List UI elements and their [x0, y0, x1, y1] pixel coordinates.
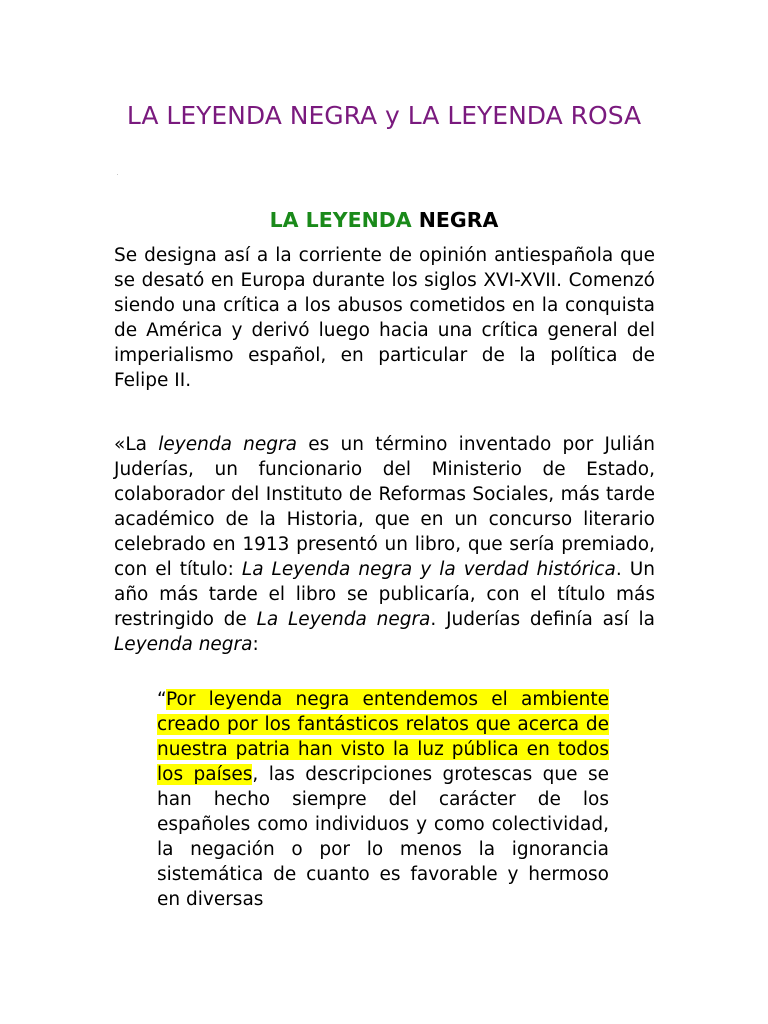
juderias-paragraph	[114, 432, 655, 657]
section-heading-part2: NEGRA	[418, 208, 499, 232]
intro-paragraph: Se designa así a la corriente de opinión antiespañola que se desató en Europa durante los siglos XVI-XVII. Comenzó siendo una crítica a los abusos cometidos en la conquista de América y derivó luego hacia una crítica general del imperialismo español, en particular de la política de Felipe II.	[114, 245, 655, 391]
paragraph-italic: Leyenda negra	[114, 634, 253, 655]
paragraph-text: :	[252, 634, 259, 655]
quote-open-mark: “	[157, 689, 167, 710]
paragraph-text: . Juderías definía así la	[430, 609, 655, 630]
document-title: LA LEYENDA NEGRA y LA LEYENDA ROSA	[126, 101, 642, 130]
paragraph-italic: leyenda negra	[158, 434, 297, 455]
paragraph-italic: La Leyenda negra y la verdad histórica	[241, 559, 616, 580]
definition-quote	[157, 687, 609, 922]
paragraph-text: . Un año más tarde el libro se publicaría, con el título más restringido de	[114, 559, 656, 630]
section-heading	[0, 205, 768, 235]
paragraph-italic: La Leyenda negra	[256, 609, 431, 630]
section-heading-part1: LA LEYENDA	[269, 208, 412, 232]
quote-text: , las descripciones grotescas que se han hecho siempre del carácter de los españoles como individuos y como colectividad, la negación o por lo menos la ignorancia sistemática de cuanto es favorable y hermoso en diversas	[157, 764, 609, 910]
stray-mark	[117, 174, 118, 175]
paragraph-text: «La	[114, 434, 159, 455]
paragraph-text: es un término inventado por Julián Juderías, un funcionario del Ministerio de Estado, colaborador del Instituto de Reformas Sociales, más tarde académico de la Historia, que en un concurso literario celebrado en 1913 presentó un libro, que sería premiado, con el título:	[114, 434, 656, 580]
quote-highlighted-text: Por leyenda negra entendemos el ambiente creado por los fantásticos relatos que acerca de nuestra patria han visto la luz pública en todos los países	[157, 689, 609, 785]
